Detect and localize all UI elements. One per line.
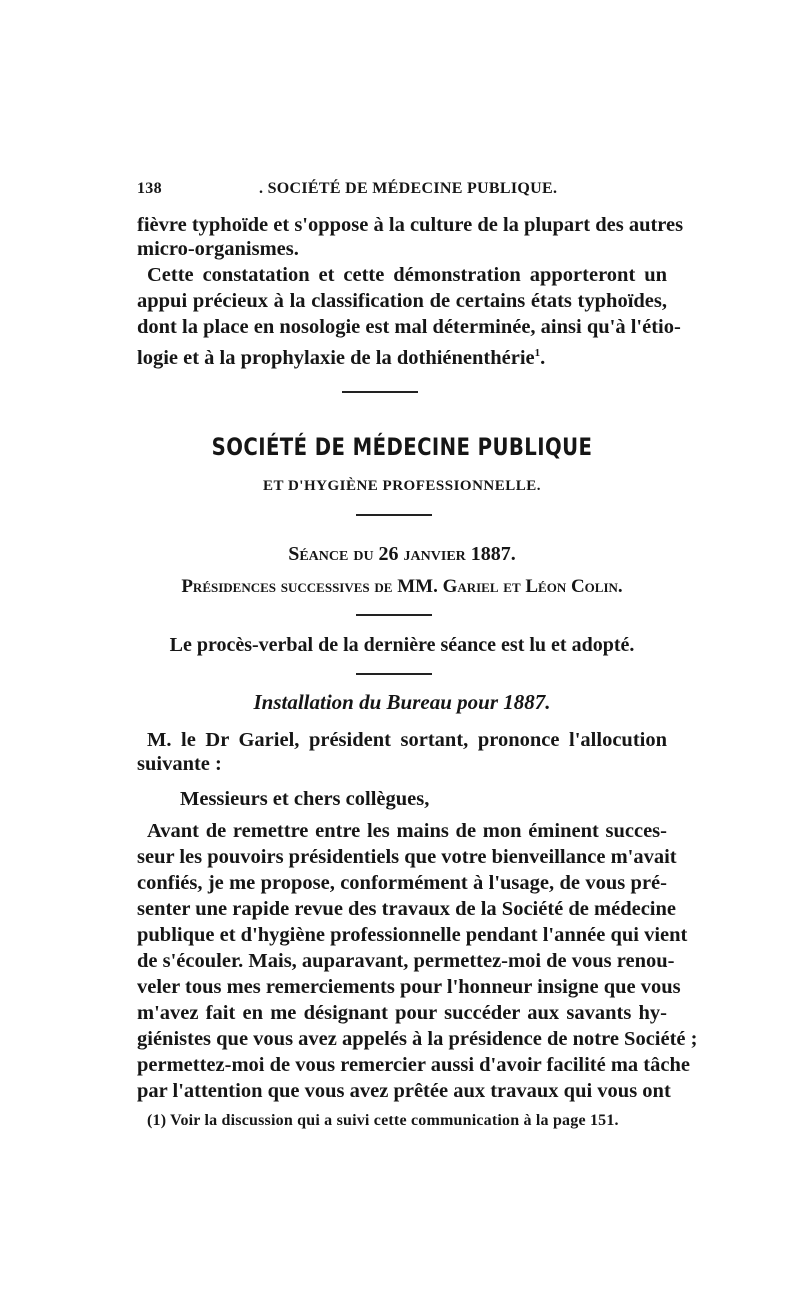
section-title: SOCIÉTÉ DE MÉDECINE PUBLIQUE [211, 433, 593, 461]
installation-heading: Installation du Bureau pour 1887. [253, 690, 551, 714]
speech-line: permettez-moi de vous remercier aussi d'avoir facilité ma tâche [137, 1054, 690, 1076]
paragraph-line-text: logie et à la prophylaxie de la dothiénenthérie [137, 346, 535, 369]
speech-line: de s'écouler. Mais, auparavant, permettez-moi de vous renou- [137, 950, 675, 972]
paragraph-last-line [137, 341, 667, 370]
speech-line: senter une rapide revue des travaux de la Société de médecine [137, 898, 676, 920]
minutes-statement: Le procès-verbal de la dernière séance est lu et adopté. [169, 634, 635, 656]
speech-intro-line: M. le Dr Gariel, président sortant, prononce l'allocution [147, 729, 667, 751]
speech-line: giénistes que vous avez appelés à la présidence de notre Société ; [137, 1028, 698, 1050]
speech-line: veler tous mes remerciements pour l'honneur insigne que vous [137, 976, 681, 998]
page-header [137, 180, 667, 202]
paragraph-line: dont la place en nosologie est mal déterminée, ainsi qu'à l'étio- [137, 316, 681, 338]
section-divider [342, 391, 418, 393]
speech-intro-line: suivante : [137, 753, 222, 775]
title-divider [356, 514, 432, 516]
footnote-marker: 1 [534, 347, 541, 359]
presidencies-line: Présidences successives de MM. Gariel et Léon Colin. [181, 576, 623, 597]
paragraph-line: Cette constatation et cette démonstration apporteront un [147, 264, 667, 286]
speech-line: seur les pouvoirs présidentiels que votre bienveillance m'avait [137, 846, 677, 868]
presidency-divider [356, 614, 432, 616]
section-subtitle: ET D'HYGIÈNE PROFESSIONNELLE. [262, 478, 542, 494]
speech-line: publique et d'hygiène professionnelle pendant l'année qui vient [137, 924, 688, 946]
running-title: . SOCIÉTÉ DE MÉDECINE PUBLIQUE. [259, 180, 558, 197]
minutes-divider [356, 673, 432, 675]
speech-line: m'avez fait en me désignant pour succéder aux savants hy- [137, 1002, 667, 1024]
footnote: (1) Voir la discussion qui a suivi cette communication à la page 151. [147, 1112, 619, 1129]
speech-line: par l'attention que vous avez prêtée aux travaux qui vous ont [137, 1080, 671, 1102]
paragraph-end-punct: . [540, 346, 546, 369]
speech-line: Avant de remettre entre les mains de mon éminent succes- [147, 820, 667, 842]
paragraph-line: fièvre typhoïde et s'oppose à la culture de la plupart des autres [137, 214, 684, 236]
paragraph-line: micro-organismes. [137, 238, 299, 260]
speech-line: confiés, je me propose, conformément à l'usage, de vous pré- [137, 872, 667, 894]
session-date: Séance du 26 janvier 1887. [288, 543, 516, 565]
speech-greeting: Messieurs et chers collègues, [180, 788, 430, 810]
page-number: 138 [137, 180, 162, 197]
paragraph-line: appui précieux à la classification de certains états typhoïdes, [137, 290, 667, 312]
